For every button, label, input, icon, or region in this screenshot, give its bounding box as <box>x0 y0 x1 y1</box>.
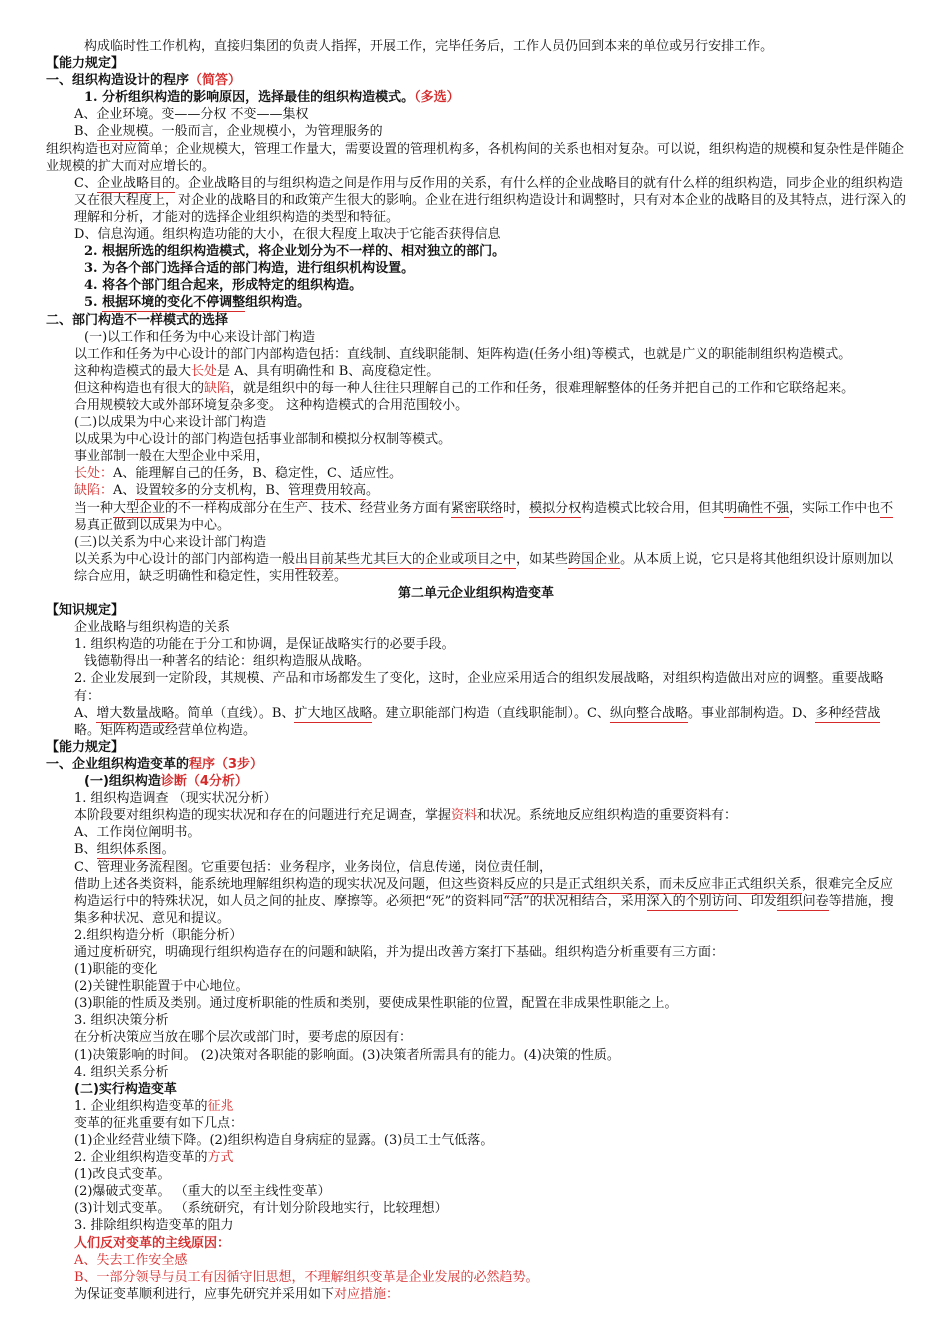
red-underline: 取决于它能否获得信息 <box>370 227 501 243</box>
text-line <box>46 790 906 807</box>
line-text: 2. 企业组织构造变革的 <box>74 1150 208 1166</box>
red-underline: 必要手段 <box>389 637 442 653</box>
red-underline: 信息传递 <box>409 859 462 875</box>
line-text: C、管理业务流程图。它重要包括：业务程序，业务岗位，信息传递，岗位责任制， <box>74 859 553 875</box>
red-underline: 出目前某些尤其 <box>295 551 387 567</box>
red-underline: 组织关系分析 <box>90 1064 169 1080</box>
red-underline: 跨国企业 <box>568 551 621 567</box>
text-line <box>46 1064 906 1081</box>
red-underline: 巨大的企业或项目之中 <box>386 551 517 567</box>
line-text: 一、组织构造设计的程序 <box>46 73 190 89</box>
text-line <box>46 534 906 551</box>
line-text: 3. 为各个部门选择合适的部门构造，进行组织机构设置。 <box>84 261 415 277</box>
text-line <box>46 465 906 482</box>
section-heading <box>46 739 906 756</box>
line-text: 但这种构造也有很大的缺陷，就是组织中的每一种人往往只理解自己的工作和任务，很难理解整体的任务并把自己的工作和它联络起来。 <box>74 380 855 396</box>
line-text: (二)实行构造变革 <box>74 1081 177 1097</box>
red-underline: 工作岗位阐明书 <box>96 825 188 841</box>
line-text: 钱德勒得出一种著名的结论：组织构造服从战略。 <box>84 654 371 670</box>
line-text: (1)职能的变化 <box>74 962 158 978</box>
line-text: 【能力规定】 <box>46 56 125 72</box>
red-underline: 深入的个别访问 <box>646 893 738 909</box>
text-line <box>46 670 906 704</box>
red-underline: 组织问卷 <box>776 893 829 909</box>
section-heading <box>46 72 906 89</box>
text-line <box>46 619 906 636</box>
red-underline: 职能的变化 <box>92 962 158 978</box>
line-text: 1. 组织构造调查 （现实状况分析） <box>74 791 277 807</box>
line-text: C、企业战略目的。企业战略目的与组织构造之间是作用与反作用的关系，有什么样的企业战略目的就有什么样的组织构造，同步企业的组织构造又在很大程度上，对企业的战略目的和政策产生很大的影响。企业在进行组织构造设计和调整时，只有对本企业的战略目的及其特点，进行深入的理解和分析，才能对的选择企业组织构造的类型和特征。 <box>74 175 906 225</box>
red-underline: 只理解自己 <box>399 380 465 396</box>
line-text: A、企业环境。变——分权 不变——集权 <box>74 107 309 123</box>
text-line <box>46 89 906 106</box>
red-underline: 企业经营业绩下降 <box>92 1133 197 1148</box>
red-underline: 长处 <box>191 363 218 379</box>
section-heading <box>46 585 906 602</box>
line-text: (二)以成果为中心来设计部门构造 <box>74 415 267 431</box>
red-underline: 组织体系图 <box>96 842 162 858</box>
text-line <box>46 123 906 140</box>
text-line <box>46 260 906 277</box>
red-underline: （现实状况分析） <box>172 791 277 807</box>
red-underline: 钱德勒 <box>84 654 124 670</box>
red-underline: 分工和协调 <box>207 637 273 653</box>
red-underline: 计划式变革 <box>92 1201 158 1217</box>
line-text: B、组织体系图。 <box>74 842 175 858</box>
text-line <box>46 431 906 448</box>
text-line <box>46 876 906 927</box>
red-underline: 反应的只是正式组织关系，而未反应非正式组织关系 <box>503 876 803 892</box>
red-underline: 模拟分权制 <box>334 432 400 448</box>
text-line <box>46 363 906 380</box>
section-heading <box>46 756 906 773</box>
line-text: D、信息沟通。组织构造功能的大小，在很大程度上取决于它能否获得信息 <box>74 227 501 243</box>
text-line <box>46 1012 906 1029</box>
line-text <box>74 1270 539 1286</box>
red-underline: 根据环境的变化不停调整 <box>102 295 246 311</box>
line-text: 3. 组织决策分析 <box>74 1013 169 1029</box>
red-underline: 事业部制 <box>269 432 322 448</box>
text-line <box>46 961 906 978</box>
red-keyword: 缺陷： <box>74 483 114 499</box>
red-underline: 缺乏明确性和稳定性，实用性较差 <box>139 568 335 584</box>
text-line <box>46 277 906 294</box>
red-underline: B、一部分领导与员工有因循守旧思想，不理解组织变革是企业发展的必然趋势。 <box>74 1269 539 1285</box>
text-line <box>46 294 906 311</box>
section-heading <box>46 602 906 619</box>
line-text: (三)以关系为中心来设计部门构造 <box>74 534 267 550</box>
red-underline: 适应性 <box>349 466 389 482</box>
line-text: 当一种大型企业的不一样构成部分在生产、技术、经营业务方面有紧密联络时，模拟分权构造模式比较合用，但其明确性不强，实际工作中也不易真正做到以成果为中心。 <box>74 500 894 533</box>
line-text: 事业部制一般在大型企业中采用， <box>74 449 270 465</box>
line-text: 这种构造模式的最大长处是 A、具有明确性和 B、高度稳定性。 <box>74 363 440 379</box>
red-underline: 不易真正做到以成果为中心 <box>74 500 894 533</box>
red-underline: 模拟分权 <box>529 500 582 516</box>
line-text: A、工作岗位阐明书。 <box>74 825 201 841</box>
text-line <box>46 927 906 944</box>
red-underline: 构成临时性工作机构 <box>84 39 202 54</box>
line-text: (1)企业经营业绩下降。(2)组织构造自身病症的显露。(3)员工士气低落。 <box>74 1133 494 1148</box>
red-emphasis: 对应措施： <box>334 1286 400 1302</box>
line-text: 以成果为中心设计的部门构造包括事业部制和模拟分权制等模式。 <box>74 432 452 448</box>
red-underline: 纵向整合战略 <box>609 705 688 721</box>
text-line <box>46 243 906 260</box>
text-line <box>46 1200 906 1217</box>
text-line <box>46 1132 906 1149</box>
red-underline: 稳定性 <box>274 466 314 482</box>
red-underline: 改良式变革 <box>92 1167 158 1183</box>
text-line <box>46 995 906 1012</box>
red-underline: 能理解自己的任务 <box>135 466 240 482</box>
text-line <box>46 1029 906 1046</box>
red-underline: 相对独立的部门 <box>401 244 493 260</box>
text-line <box>46 448 906 465</box>
line-text: 通过度析研究，明确现行组织构造存在的问题和缺陷，并为提出改善方案打下基础。组织构造分析重要有三方面： <box>74 944 725 960</box>
red-underline: 信息沟通 <box>97 227 150 243</box>
line-text: 人们反对变革的主线原因： <box>74 1235 231 1251</box>
text-line <box>46 414 906 431</box>
text-line <box>46 841 906 858</box>
text-line <box>46 824 906 841</box>
red-underline: 职能的性质及类别 <box>92 996 197 1012</box>
red-underline: 决策影响的时间 <box>92 1047 184 1063</box>
red-underline: 很难理解整体的任务 <box>555 380 673 396</box>
line-text: 二、部门构造不一样模式的选择 <box>46 312 229 328</box>
line-text: 2. 企业发展到一定阶段，其规模、产品和市场都发生了变化，这时，企业应采用适合的组织发展战略，对组织构造做出对应的调整。重要战略有： <box>74 671 884 704</box>
text-line <box>46 1252 906 1269</box>
line-text: 【知识规定】 <box>46 603 125 619</box>
red-keyword: 长处： <box>74 466 114 482</box>
red-underline: 明确性不强 <box>724 500 790 516</box>
text-line <box>46 1098 906 1115</box>
red-emphasis: 诊断（4分析） <box>160 774 248 790</box>
red-underline: 直线制、直线职能制、矩阵构造 <box>347 346 530 362</box>
red-underline: 关键性职能置于中心地位 <box>92 979 236 995</box>
red-emphasis: 方式 <box>207 1150 234 1166</box>
line-text: (一)组织构造 <box>84 774 161 790</box>
red-underline: 大型企业 <box>113 500 166 516</box>
red-underline: 选择最佳的组织构造模式 <box>258 90 402 106</box>
text-line <box>46 1047 906 1064</box>
section-heading <box>46 1235 906 1252</box>
section-heading <box>46 773 906 790</box>
text-line <box>46 807 906 824</box>
red-underline: 业务程序 <box>278 859 331 875</box>
section-heading <box>46 1081 906 1098</box>
text-line <box>46 1166 906 1183</box>
red-emphasis: （简答） <box>189 73 242 89</box>
line-text: 借助上述各类资料，能系统地理解组织构造的现实状况及问题，但这些资料反应的只是正式组织关系，而未反应非正式组织关系，很难完全反应构造运行中的特殊状况，如人员之间的扯皮、摩擦等。必须把“死”的资料同“活”的状况相结合，采用深入的个别访问、印发组织问卷等措施，搜集多种状况、意见和提议。 <box>74 876 894 926</box>
red-underline: A、失去工作安全感 <box>74 1252 188 1268</box>
red-underline: 爆破式变革 <box>92 1184 158 1200</box>
text-line <box>46 38 906 55</box>
text-line <box>46 1183 906 1200</box>
line-text: A、增大数量战略。简单（直线）。B、扩大地区战略。建立职能部门构造（直线职能制）。C、纵向整合战略。事业部制构造。D、多种经营战略。矩阵构造或经营单位构造。 <box>74 705 881 738</box>
line-text: 【能力规定】 <box>46 739 125 755</box>
line-text: 在分析决策应当放在哪个层次或部门时，要考虑的原因有： <box>74 1030 413 1046</box>
text-line <box>46 978 906 995</box>
line-text: 第二单元企业组织构造变革 <box>397 586 554 601</box>
red-underline: 缺陷 <box>204 380 231 396</box>
text-line <box>46 1286 906 1303</box>
red-underline: 增大数量战略 <box>96 705 175 721</box>
line-text: 以关系为中心设计的部门内部构造一般出目前某些尤其巨大的企业或项目之中，如某些跨国企业。从本质上说，它只是将其他组织设计原则加以综合应用，缺乏明确性和稳定性，实用性较差。 <box>74 551 894 584</box>
line-text: 4. 组织关系分析 <box>74 1064 169 1080</box>
red-underline: 企业战略目的 <box>96 175 175 191</box>
text-line <box>46 397 906 414</box>
line-text: 以工作和任务为中心设计的部门内部构造包括：直线制、直线职能制、矩阵构造(任务小组)等模式，也就是广义的职能制组织构造模式。 <box>74 346 852 362</box>
red-underline: 紧密联络 <box>451 500 504 516</box>
line-text: 缺陷：A、设置较多的分支机构，B、管理费用较高。 <box>74 483 380 499</box>
line-text: 企业战略与组织构造的关系 <box>74 620 231 636</box>
red-underline: 组织决策分析 <box>90 1013 169 1029</box>
red-underline: 业务岗位 <box>344 859 397 875</box>
red-underline: 广义的职能制组织构造模式 <box>682 346 839 362</box>
text-line <box>46 482 906 499</box>
text-line <box>46 636 906 653</box>
line-text: (1)改良式变革。 <box>74 1167 171 1183</box>
line-text: 本阶段要对组织构造的现实状况和存在的问题进行充足调查，掌握资料和状况。系统地反应组织构造的重要资料有： <box>74 808 738 824</box>
line-text: 长处：A、能理解自己的任务，B、稳定性，C、适应性。 <box>74 466 402 482</box>
red-underline: 企业环境 <box>96 107 149 123</box>
red-underline: 组合起来 <box>167 278 220 294</box>
section-heading <box>46 312 906 329</box>
red-underline: 岗位责任制 <box>474 859 540 875</box>
line-text: 构成临时性工作机构，直接归集团的负责人指挥，开展工作，完毕任务后，工作人员仍回到本来的单位或另行安排工作。 <box>84 39 774 54</box>
line-text: 组织构造也对应简单；企业规模大，管理工作量大，需要设置的管理机构多，各机构间的关系也相对复杂。可以说，组织构造的规模和复杂性是伴随企业规模的扩大而对应增长的。 <box>46 141 905 174</box>
line-text: 3. 排除组织构造变革的阻力 <box>74 1218 234 1234</box>
line-text <box>74 1253 187 1269</box>
text-line <box>46 346 906 363</box>
line-text: (2)关键性职能置于中心地位。 <box>74 979 249 995</box>
text-line <box>46 1149 906 1166</box>
red-emphasis: （多选） <box>414 90 460 106</box>
text-line <box>46 1269 906 1286</box>
red-underline: 高度稳定性 <box>361 363 427 379</box>
red-underline: 扩大地区战略 <box>294 705 373 721</box>
red-underline: 管理费用较高 <box>287 483 366 499</box>
red-underline: 组织构造服从战略 <box>253 654 358 670</box>
line-text: (一)以工作和任务为中心来设计部门构造 <box>84 329 316 345</box>
line-text: 变革的征兆重要有如下几点： <box>74 1115 244 1131</box>
text-line <box>46 175 906 226</box>
text-line <box>46 859 906 876</box>
line-text: (3)职能的性质及类别。通过度析职能的性质和类别，要使成果性职能的位置，配置在非成果性职能之上。 <box>74 996 678 1012</box>
red-keyword <box>191 364 217 380</box>
line-text: (1)决策影响的时间。 (2)决策对各职能的影响面。(3)决策者所需具有的能力。(4)决策的性质。 <box>74 1047 620 1063</box>
line-text: 1. 分析组织构造的影响原因，选择最佳的组织构造模式。 <box>84 90 415 106</box>
line-text: 1. 组织构造的功能在于分工和协调，是保证战略实行的必要手段。 <box>74 637 455 653</box>
section-heading <box>46 55 906 72</box>
text-line <box>46 380 906 397</box>
red-underline: 决策者所需具有的能力 <box>380 1047 511 1063</box>
red-underline: 组织构造功能的大小 <box>162 227 280 243</box>
red-emphasis: 征兆 <box>207 1098 234 1114</box>
text-line <box>46 705 906 739</box>
text-line <box>46 551 906 585</box>
text-line <box>46 653 906 670</box>
line-text: 一、企业组织构造变革的 <box>46 756 190 772</box>
red-underline: 完毕任务后 <box>435 39 501 54</box>
red-emphasis: 程序（3步） <box>189 756 264 772</box>
text-line <box>46 226 906 243</box>
text-line <box>46 944 906 961</box>
red-underline: 决策对各职能的影响面 <box>219 1047 350 1063</box>
red-keyword: 资料 <box>451 808 478 824</box>
red-underline: 多种经营战略 <box>74 705 881 738</box>
line-text: (3)计划式变革。 （系统研究，有计划分阶段地实行，比较理想） <box>74 1201 448 1217</box>
red-underline: （职能分析） <box>164 927 243 943</box>
red-underline: 企业规模 <box>96 124 149 140</box>
red-underline: 设置较多的分支机构 <box>135 483 253 499</box>
text-line <box>46 329 906 346</box>
text-line <box>46 141 906 175</box>
red-underline: 组织构造 <box>297 278 350 294</box>
red-underline: 回到本来的单位或另行安排工作 <box>578 39 761 54</box>
line-text: B、企业规模。一般而言，企业规模小，为管理服务的 <box>74 124 383 140</box>
red-underline: 组织构造自身病症的显露 <box>227 1133 371 1148</box>
line-text: 为保证变革顺利进行，应事先研究并采用如下 <box>74 1286 335 1302</box>
text-line <box>46 1217 906 1234</box>
text-line <box>46 1115 906 1132</box>
line-text: 2.组织构造分析（职能分析） <box>74 927 243 943</box>
line-text: 4. 将各个部门组合起来，形成特定的组织构造。 <box>84 278 363 294</box>
red-underline: 决策的性质 <box>541 1047 607 1063</box>
red-underline: 员工士气低落 <box>402 1133 481 1148</box>
line-text: 合用规模较大或外部环境复杂多变。 这种构造模式的合用范围较小。 <box>74 397 469 413</box>
red-keyword <box>204 381 230 397</box>
text-line <box>46 500 906 534</box>
red-underline: 大型企业中 <box>165 449 231 465</box>
line-text: 5. 根据环境的变化不停调整组织构造。 <box>84 295 311 311</box>
line-text: 1. 企业组织构造变革的 <box>74 1098 208 1114</box>
red-underline: 明确性 <box>282 363 322 379</box>
line-text: (2)爆破式变革。 （重大的以至主线性变革） <box>74 1184 331 1200</box>
text-line <box>46 106 906 123</box>
line-text: 2. 根据所选的组织构造模式，将企业划分为不一样的、相对独立的部门。 <box>84 244 506 260</box>
red-underline: 管理业务流程图 <box>96 859 188 875</box>
